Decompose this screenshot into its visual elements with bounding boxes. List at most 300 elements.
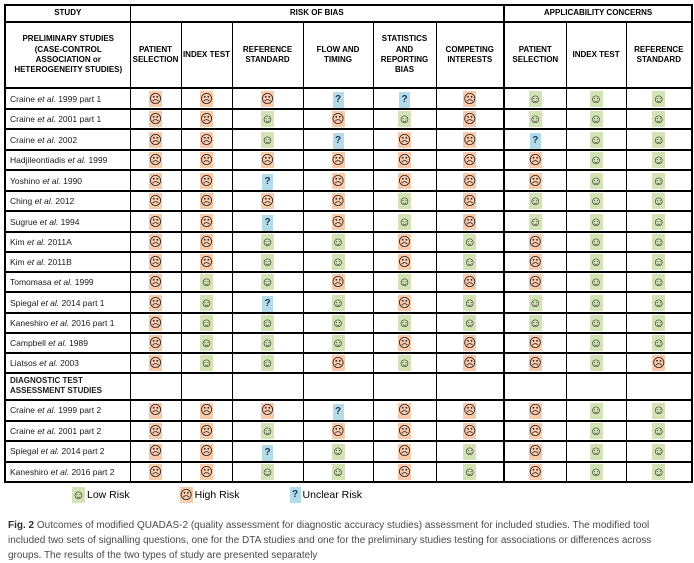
rating-cell-low [373, 191, 436, 211]
rating-cell-low [504, 313, 566, 333]
frown-face-icon: ☹ [148, 132, 163, 147]
rating-cell-low [303, 313, 373, 333]
smiley-face-icon: ☺ [261, 356, 274, 370]
empty-cell [130, 373, 181, 400]
question-mark-icon: ? [530, 133, 541, 149]
rating-cell-low [626, 462, 692, 482]
smiley-face-icon: ☺ [200, 275, 213, 289]
frown-face-icon: ☹ [148, 403, 163, 418]
frown-face-icon: ☹ [528, 356, 542, 370]
frown-face-icon: ☹ [463, 403, 477, 418]
rating-cell-high [181, 441, 232, 462]
rating-cell-low [436, 252, 504, 272]
rating-cell-high [504, 170, 566, 191]
rating-cell-unclear [232, 292, 303, 313]
frown-face-icon: ☹ [199, 255, 214, 269]
smiley-face-icon: ☺ [589, 464, 603, 479]
smiley-face-icon: ☺ [331, 255, 345, 269]
rating-cell-low [504, 292, 566, 313]
smiley-face-icon: ☺ [261, 464, 274, 479]
et-al-italic: et al. [27, 257, 46, 267]
rating-cell-low [626, 441, 692, 462]
table-row [5, 211, 692, 232]
rating-cell-high [303, 109, 373, 129]
rating-cell-high [436, 109, 504, 129]
legend-label-low: Low Risk [87, 488, 130, 501]
rating-cell-high [130, 333, 181, 353]
rating-cell-low [626, 109, 692, 129]
rating-cell-high [303, 211, 373, 232]
smiley-face-icon: ☺ [589, 403, 603, 418]
smiley-face-icon: ☺ [398, 275, 411, 289]
frown-face-icon: ☹ [528, 153, 542, 167]
smiley-face-icon: ☺ [261, 423, 274, 438]
rating-cell-low [373, 109, 436, 129]
rating-cell-low [566, 272, 626, 292]
empty-cell [373, 373, 436, 400]
smiley-face-icon: ☺ [652, 194, 666, 208]
study-name: Craine et al. 2001 part 1 [5, 109, 130, 129]
smiley-face-icon: ☺ [652, 255, 666, 269]
rating-cell-low [232, 462, 303, 482]
rating-cell-high [130, 353, 181, 373]
frown-face-icon: ☹ [331, 153, 345, 167]
frown-face-icon: ☹ [528, 423, 542, 438]
risk-of-bias-group-header: RISK OF BIAS [130, 5, 504, 22]
figure-caption-text: Outcomes of modified QUADAS-2 (quality assessment for diagnostic accuracy studies) assessment for included studies. The modified tool included two sets of signalling questions, one for the DTA studies and one for the preliminary studies testing for associations or differences across groups. The results of the two types of study are presented separately [8, 519, 652, 561]
smiley-face-icon: ☺ [463, 235, 477, 249]
quadas-table [4, 4, 693, 483]
rating-cell-high [504, 252, 566, 272]
legend-item-unclear-risk [290, 487, 363, 503]
frown-face-icon: ☹ [199, 464, 214, 479]
rating-cell-high [504, 400, 566, 421]
frown-face-icon: ☹ [528, 464, 542, 479]
rating-cell-high [130, 129, 181, 150]
smiley-face-icon: ☺ [331, 235, 345, 249]
rating-cell-high [181, 421, 232, 441]
smiley-face-icon: ☺ [331, 295, 345, 310]
column-header-patient-selection-applicability: PATIENT SELECTION [504, 22, 566, 88]
table-row [5, 129, 692, 150]
study-name: Ching et al. 2012 [5, 191, 130, 211]
study-name: Craine et al. 1999 part 2 [5, 400, 130, 421]
rating-cell-high [436, 353, 504, 373]
et-al-italic: et al. [37, 134, 56, 145]
smiley-face-icon: ☺ [261, 112, 274, 126]
frown-face-icon: ☹ [397, 153, 412, 167]
et-al-italic: et al. [37, 425, 56, 436]
frown-face-icon: ☹ [148, 423, 163, 438]
rating-cell-unclear [373, 88, 436, 109]
rating-cell-low [566, 109, 626, 129]
table-row [5, 421, 692, 441]
study-name: Craine et al. 2001 part 2 [5, 421, 130, 441]
rating-cell-high [181, 400, 232, 421]
rating-cell-high [232, 191, 303, 211]
rating-cell-high [504, 441, 566, 462]
smiley-face-icon: ☺ [589, 235, 603, 249]
smiley-face-icon: ☺ [261, 235, 274, 249]
et-al-italic: et al. [48, 338, 67, 348]
smiley-face-icon: ☺ [463, 295, 477, 310]
empty-cell [626, 373, 692, 400]
frown-face-icon: ☹ [199, 444, 214, 459]
empty-cell [232, 373, 303, 400]
rating-cell-low [303, 252, 373, 272]
rating-cell-low [436, 462, 504, 482]
rating-cell-low [504, 88, 566, 109]
question-mark-icon: ? [262, 174, 273, 190]
rating-cell-low [566, 191, 626, 211]
rating-cell-high [130, 170, 181, 191]
rating-cell-high [303, 150, 373, 170]
et-al-italic: et al. [42, 175, 61, 186]
rating-cell-low [504, 191, 566, 211]
table-row [5, 170, 692, 191]
frown-face-icon: ☹ [528, 403, 542, 418]
smiley-face-icon: ☺ [589, 194, 603, 208]
et-al-italic: et al. [39, 358, 58, 368]
frown-face-icon: ☹ [148, 112, 163, 126]
column-header-index-test: INDEX TEST [181, 22, 232, 88]
question-mark-icon: ? [262, 215, 273, 231]
rating-cell-low [436, 232, 504, 252]
smiley-face-icon: ☺ [652, 153, 666, 167]
rating-cell-low [566, 353, 626, 373]
frown-face-icon: ☹ [331, 194, 345, 208]
rating-cell-low [232, 232, 303, 252]
frown-face-icon: ☹ [528, 275, 542, 289]
rating-cell-high [181, 462, 232, 482]
et-al-italic: et al. [37, 93, 56, 104]
smiley-face-icon: ☺ [589, 444, 603, 459]
frown-face-icon: ☹ [528, 255, 542, 269]
rating-cell-low [626, 170, 692, 191]
table-row [5, 292, 692, 313]
rating-cell-low [626, 421, 692, 441]
smiley-face-icon: ☺ [72, 487, 85, 502]
smiley-face-icon: ☺ [589, 91, 603, 106]
column-header-reference-standard: REFERENCE STANDARD [232, 22, 303, 88]
rating-cell-high [181, 129, 232, 150]
smiley-face-icon: ☺ [331, 316, 345, 330]
smiley-face-icon: ☺ [528, 194, 542, 208]
frown-face-icon: ☹ [148, 295, 163, 310]
frown-face-icon: ☹ [331, 214, 345, 229]
rating-cell-low [504, 109, 566, 129]
rating-cell-high [130, 211, 181, 232]
rating-cell-high [181, 109, 232, 129]
rating-cell-low [303, 441, 373, 462]
rating-cell-low [566, 88, 626, 109]
rating-cell-high [130, 462, 181, 482]
rating-cell-low [181, 353, 232, 373]
figure-number: Fig. 2 [8, 519, 35, 531]
frown-face-icon: ☹ [528, 444, 542, 459]
figure-caption [4, 518, 691, 563]
smiley-face-icon: ☺ [261, 275, 274, 289]
column-header-row [5, 22, 692, 88]
rating-cell-low [436, 292, 504, 313]
table-row [5, 400, 692, 421]
rating-cell-low [626, 211, 692, 232]
table-row [5, 272, 692, 292]
study-name: Liatsos et al. 2003 [5, 353, 130, 373]
rating-cell-high [436, 400, 504, 421]
frown-face-icon: ☹ [652, 356, 666, 370]
smiley-face-icon: ☺ [200, 295, 213, 310]
rating-cell-low [566, 232, 626, 252]
study-name: Kaneshiro et al. 2016 part 1 [5, 313, 130, 333]
rating-cell-low [232, 333, 303, 353]
smiley-face-icon: ☺ [200, 316, 213, 330]
rating-cell-high [373, 129, 436, 150]
rating-cell-high [373, 462, 436, 482]
rating-cell-high [130, 252, 181, 272]
rating-cell-low [566, 400, 626, 421]
rating-cell-high [436, 211, 504, 232]
frown-face-icon: ☹ [148, 173, 163, 188]
frown-face-icon: ☹ [463, 173, 477, 188]
frown-face-icon: ☹ [148, 356, 163, 370]
rating-cell-high [181, 191, 232, 211]
rating-cell-low [181, 313, 232, 333]
smiley-face-icon: ☺ [463, 464, 477, 479]
smiley-face-icon: ☺ [652, 316, 666, 330]
study-name: Campbell et al. 1989 [5, 333, 130, 353]
rating-cell-high [130, 421, 181, 441]
rating-cell-low [303, 333, 373, 353]
rating-cell-low [566, 462, 626, 482]
smiley-face-icon: ☺ [589, 153, 603, 167]
frown-face-icon: ☹ [397, 444, 412, 459]
rating-cell-low [566, 421, 626, 441]
frown-face-icon: ☹ [331, 112, 345, 126]
frown-face-icon: ☹ [148, 464, 163, 479]
rating-cell-high [232, 150, 303, 170]
smiley-face-icon: ☺ [398, 214, 411, 229]
study-name: Kim et al. 2011B [5, 252, 130, 272]
smiley-face-icon: ☺ [589, 295, 603, 310]
rating-cell-high [436, 272, 504, 292]
rating-cell-low [566, 292, 626, 313]
frown-face-icon: ☹ [199, 214, 214, 229]
smiley-face-icon: ☺ [589, 255, 603, 269]
frown-face-icon: ☹ [463, 336, 477, 350]
smiley-face-icon: ☺ [331, 444, 345, 459]
frown-face-icon: ☹ [528, 173, 542, 188]
study-name: Yoshino et al. 1990 [5, 170, 130, 191]
rating-cell-low [566, 252, 626, 272]
frown-face-icon: ☹ [148, 91, 163, 106]
rating-cell-high [504, 353, 566, 373]
rating-cell-low [504, 211, 566, 232]
rating-cell-high [373, 400, 436, 421]
rating-cell-low [373, 211, 436, 232]
smiley-face-icon: ☺ [528, 91, 542, 106]
rating-cell-low [626, 88, 692, 109]
frown-face-icon: ☹ [463, 194, 477, 208]
table-row [5, 462, 692, 482]
rating-cell-low [373, 313, 436, 333]
frown-face-icon: ☹ [331, 356, 345, 370]
frown-face-icon: ☹ [199, 403, 214, 418]
et-al-italic: et al. [40, 446, 60, 457]
frown-face-icon: ☹ [148, 316, 163, 330]
legend-label-unclear: Unclear Risk [302, 488, 363, 501]
section-label: DIAGNOSTIC TEST ASSESSMENT STUDIES [5, 373, 130, 400]
rating-cell-low [566, 129, 626, 150]
frown-face-icon: ☹ [148, 153, 163, 167]
rating-cell-low [566, 211, 626, 232]
et-al-italic: et al. [37, 114, 56, 124]
table-row [5, 353, 692, 373]
frown-face-icon: ☹ [260, 91, 275, 106]
rating-cell-low [303, 292, 373, 313]
rating-cell-high [436, 170, 504, 191]
legend-item-low-risk [72, 487, 130, 503]
rating-cell-low [232, 313, 303, 333]
rating-cell-high [303, 272, 373, 292]
rating-cell-high [181, 211, 232, 232]
rating-cell-low [232, 129, 303, 150]
rating-cell-high [373, 333, 436, 353]
smiley-face-icon: ☺ [589, 423, 603, 438]
frown-face-icon: ☹ [148, 214, 163, 229]
rating-cell-high [130, 88, 181, 109]
smiley-face-icon: ☺ [200, 356, 213, 370]
rating-cell-high [232, 400, 303, 421]
rating-cell-high [181, 88, 232, 109]
study-name: Spiegal et al. 2014 part 1 [5, 292, 130, 313]
rating-cell-low [181, 272, 232, 292]
smiley-face-icon: ☺ [652, 275, 666, 289]
rating-cell-high [303, 353, 373, 373]
empty-cell [303, 373, 373, 400]
question-mark-icon: ? [262, 445, 273, 461]
smiley-face-icon: ☺ [652, 336, 666, 350]
legend-label-high: High Risk [194, 488, 240, 501]
rating-cell-high [373, 292, 436, 313]
rating-cell-high [436, 333, 504, 353]
smiley-face-icon: ☺ [463, 255, 477, 269]
rating-cell-high [504, 462, 566, 482]
rating-cell-unclear [232, 441, 303, 462]
table-row [5, 441, 692, 462]
frown-face-icon: ☹ [463, 275, 477, 289]
smiley-face-icon: ☺ [589, 214, 603, 229]
table-row [5, 150, 692, 170]
group-header-row [5, 5, 692, 22]
rating-cell-low [232, 109, 303, 129]
smiley-face-icon: ☺ [331, 464, 345, 479]
smiley-face-icon: ☺ [589, 316, 603, 330]
smiley-face-icon: ☺ [528, 112, 542, 126]
applicability-group-header: APPLICABILITY CONCERNS [504, 5, 692, 22]
rating-cell-high [504, 421, 566, 441]
et-al-italic: et al. [50, 466, 70, 477]
legend-item-high-risk [180, 487, 240, 503]
rating-cell-high [373, 170, 436, 191]
frown-face-icon: ☹ [148, 444, 163, 459]
frown-face-icon: ☹ [199, 235, 214, 249]
smiley-face-icon: ☺ [652, 403, 666, 418]
rating-cell-high [436, 88, 504, 109]
rating-cell-low [566, 150, 626, 170]
rating-cell-high [504, 333, 566, 353]
frown-face-icon: ☹ [148, 194, 163, 208]
question-mark-icon: ? [262, 296, 273, 312]
empty-cell [436, 373, 504, 400]
smiley-face-icon: ☺ [589, 356, 603, 370]
study-name: Kim et al. 2011A [5, 232, 130, 252]
rating-cell-low [232, 272, 303, 292]
study-name: Sugrue et al. 1994 [5, 211, 130, 232]
rating-cell-high [232, 88, 303, 109]
rating-cell-low [626, 150, 692, 170]
rating-cell-high [504, 272, 566, 292]
frown-face-icon: ☹ [199, 194, 214, 208]
table-body [5, 88, 692, 482]
rating-cell-high [303, 170, 373, 191]
rating-cell-high [373, 232, 436, 252]
smiley-face-icon: ☺ [652, 173, 666, 188]
rating-cell-high [130, 272, 181, 292]
rating-cell-high [373, 150, 436, 170]
rating-cell-high [373, 441, 436, 462]
smiley-face-icon: ☺ [398, 316, 411, 330]
et-al-italic: et al. [40, 297, 60, 308]
rating-cell-high [436, 191, 504, 211]
smiley-face-icon: ☺ [261, 255, 274, 269]
rating-cell-low [626, 191, 692, 211]
rating-cell-high [303, 421, 373, 441]
smiley-face-icon: ☺ [652, 235, 666, 249]
question-mark-icon: ? [333, 404, 344, 420]
frown-face-icon: ☹ [397, 464, 412, 479]
et-al-italic: et al. [67, 155, 87, 165]
smiley-face-icon: ☺ [589, 275, 603, 289]
preliminary-studies-section-label: PRELIMINARY STUDIES (CASE-CONTROL ASSOCIATION or HETEROGENEITY STUDIES) [5, 22, 130, 88]
rating-cell-high [181, 150, 232, 170]
rating-cell-high [181, 170, 232, 191]
et-al-italic: et al. [34, 196, 54, 206]
rating-cell-low [626, 232, 692, 252]
frown-face-icon: ☹ [463, 132, 477, 147]
frown-face-icon: ☹ [397, 173, 412, 188]
empty-cell [566, 373, 626, 400]
smiley-face-icon: ☺ [331, 336, 345, 350]
smiley-face-icon: ☺ [398, 356, 411, 370]
frown-face-icon: ☹ [331, 275, 345, 289]
smiley-face-icon: ☺ [589, 173, 603, 188]
rating-cell-low [566, 333, 626, 353]
rating-cell-low [566, 313, 626, 333]
frown-face-icon: ☹ [199, 132, 214, 147]
rating-cell-low [436, 313, 504, 333]
rating-cell-low [626, 252, 692, 272]
et-al-italic: et al. [37, 405, 56, 416]
frown-face-icon: ☹ [260, 403, 275, 418]
rating-cell-unclear [504, 129, 566, 150]
rating-cell-high [504, 232, 566, 252]
et-al-italic: et al. [50, 318, 70, 328]
frown-face-icon: ☹ [528, 336, 542, 350]
legend [72, 486, 691, 504]
frown-face-icon: ☹ [397, 295, 412, 310]
et-al-italic: et al. [39, 216, 59, 227]
